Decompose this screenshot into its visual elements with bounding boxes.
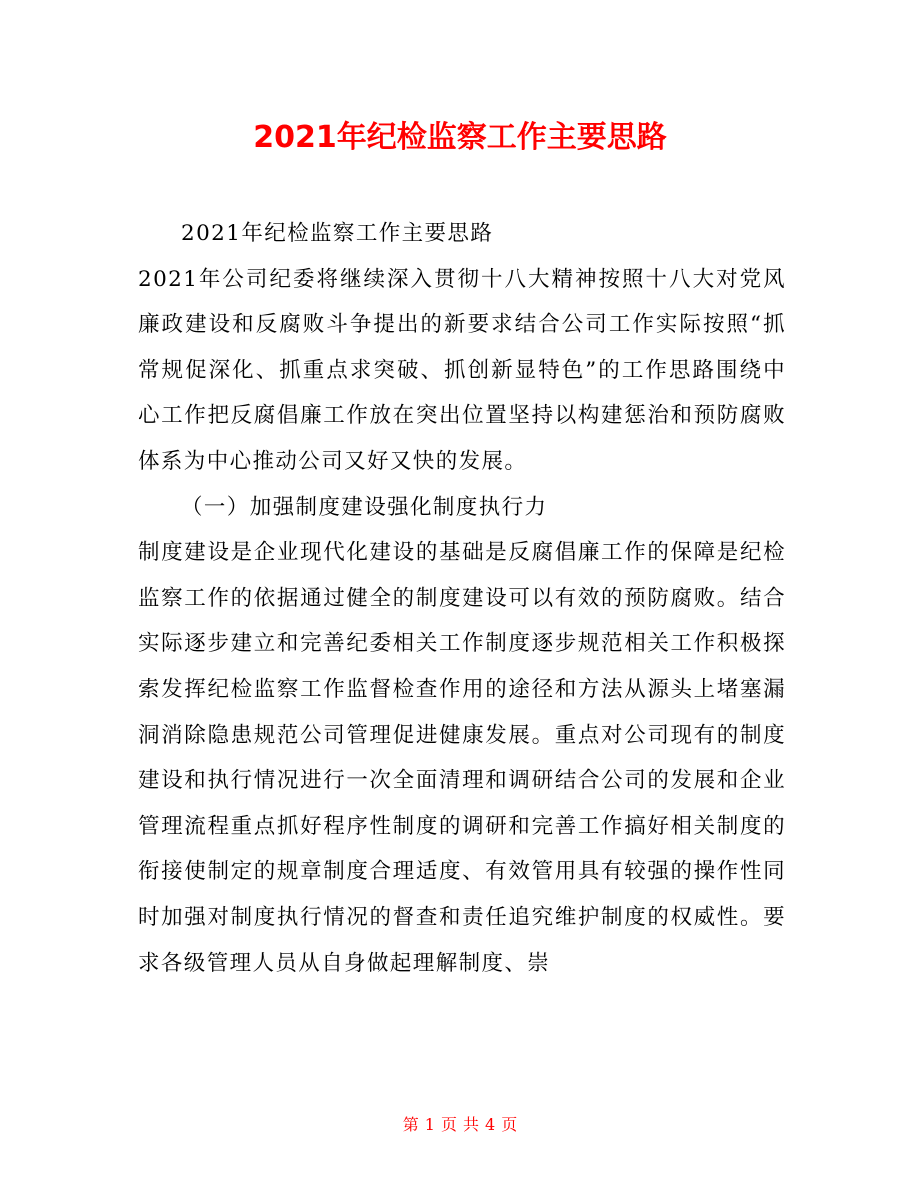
section-paragraph: 制度建设是企业现代化建设的基础是反腐倡廉工作的保障是纪检监察工作的依据通过健全的制度建设可以有效的预防腐败。结合实际逐步建立和完善纪委相关工作制度逐步规范相关工作积极探索发挥纪检监察工作监督检查作用的途径和方法从源头上堵塞漏洞消除隐患规范公司管理促进健康发展。重点对公司现有的制度建设和执行情况进行一次全面清理和调研结合公司的发展和企业管理流程重点抓好程序性制度的调研和完善工作搞好相关制度的衔接使制定的规章制度合理适度、有效管用具有较强的操作性同时加强对制度执行情况的督查和责任追究维护制度的权威性。要求各级管理人员从自身做起理解制度、崇 [138, 540, 786, 976]
footer-page-label: 页 [440, 1115, 457, 1134]
footer-prefix: 第 [402, 1115, 419, 1134]
footer-total-pages: 4 [485, 1115, 496, 1134]
intro-paragraph: 2021年公司纪委将继续深入贯彻十八大精神按照十八大对党风廉政建设和反腐败斗争提出的新要求结合公司工作实际按照“抓常规促深化、抓重点求突破、抓创新显特色”的工作思路围绕中心工作把反腐倡廉工作放在突出位置坚持以构建惩治和预防腐败体系为中心推动公司又好又快的发展。 [138, 266, 786, 474]
subtitle-paragraph: 2021年纪检监察工作主要思路 [181, 221, 494, 246]
page-title: 2021年纪检监察工作主要思路 [253, 120, 667, 155]
document-body [138, 211, 786, 986]
section-heading: （一）加强制度建设强化制度执行力 [181, 494, 548, 520]
footer-current-page: 1 [424, 1115, 435, 1134]
footer-total-suffix: 页 [501, 1115, 518, 1134]
footer-total-prefix: 共 [463, 1115, 480, 1134]
page-footer [0, 1111, 920, 1139]
